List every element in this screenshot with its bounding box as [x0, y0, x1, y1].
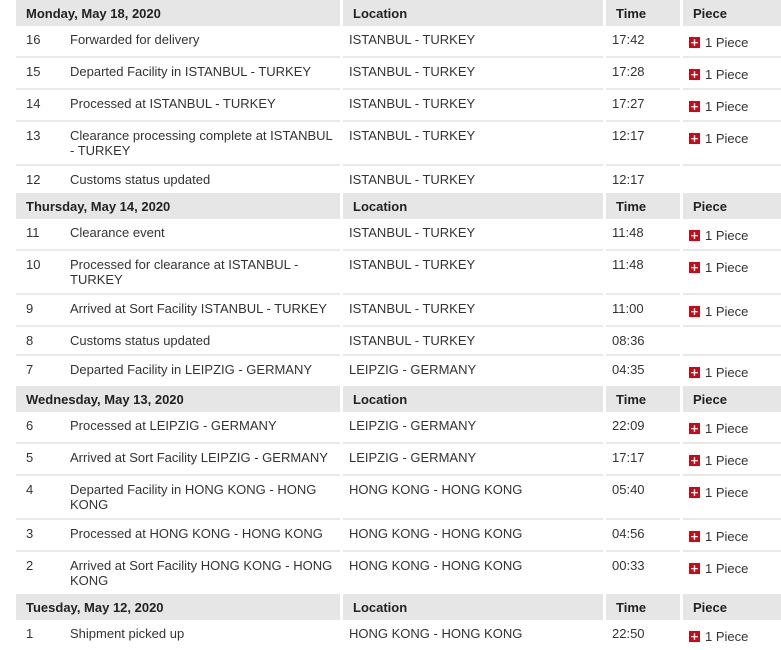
expand-plus-icon[interactable]: +: [689, 562, 700, 575]
event-location: HONG KONG - HONG KONG: [343, 520, 603, 552]
table-row: [16, 476, 781, 520]
event-description: Shipment picked up: [70, 626, 185, 641]
time-header: Time: [606, 0, 680, 26]
event-location: ISTANBUL - TURKEY: [343, 26, 603, 58]
day-date: Monday, May 18, 2020: [16, 0, 340, 26]
table-row: [16, 620, 781, 650]
event-time: 17:28: [606, 58, 680, 90]
event-number: 5: [16, 444, 62, 476]
event-number: 7: [26, 362, 34, 377]
day-header-row: [16, 386, 781, 412]
expand-plus-icon[interactable]: +: [689, 261, 700, 274]
piece-toggle[interactable]: [689, 421, 748, 436]
piece-toggle[interactable]: [689, 131, 748, 146]
event-description: Customs status updated: [70, 172, 211, 187]
day-date: Tuesday, May 12, 2020: [16, 594, 340, 620]
event-time: 12:17: [612, 172, 645, 187]
event-piece: [683, 552, 781, 594]
event-time: 11:00: [606, 295, 680, 327]
event-time: 04:56: [606, 520, 680, 552]
expand-plus-icon[interactable]: +: [689, 229, 700, 242]
piece-toggle[interactable]: [689, 99, 748, 114]
event-piece: [683, 90, 781, 122]
event-location: ISTANBUL - TURKEY: [343, 327, 603, 356]
event-time: 11:48: [606, 219, 680, 251]
event-piece: [683, 356, 781, 386]
time-header: Time: [606, 386, 680, 412]
tracking-history-body: [16, 0, 781, 650]
event-location: ISTANBUL - TURKEY: [343, 219, 603, 251]
table-row: [16, 552, 781, 594]
day-date: Thursday, May 14, 2020: [16, 193, 340, 219]
piece-count: 1 Piece: [705, 529, 749, 544]
event-location: ISTANBUL - TURKEY: [343, 295, 603, 327]
table-row: [16, 166, 781, 193]
event-description: Processed at LEIPZIG - GERMANY: [62, 412, 340, 444]
expand-plus-icon[interactable]: +: [689, 530, 700, 543]
piece-toggle[interactable]: [689, 561, 748, 576]
location-header: Location: [343, 594, 603, 620]
day-header-row: [16, 594, 781, 620]
event-piece: [683, 166, 781, 193]
event-time: 08:36: [606, 327, 680, 356]
event-time: 00:33: [612, 558, 645, 573]
event-time: 11:48: [606, 251, 680, 295]
event-description: Arrived at Sort Facility HONG KONG - HONG KONG: [70, 558, 333, 588]
event-number: 6: [16, 412, 62, 444]
table-row: [16, 444, 781, 476]
event-time: 17:27: [606, 90, 680, 122]
tracking-history-table: [16, 0, 781, 650]
piece-count: 1 Piece: [705, 561, 749, 576]
event-piece: [683, 295, 781, 327]
event-description: Clearance processing complete at ISTANBUL - TURKEY: [62, 122, 340, 166]
event-description: Clearance event: [62, 219, 340, 251]
piece-header: Piece: [683, 193, 781, 219]
event-number: 16: [16, 26, 62, 58]
piece-count: 1 Piece: [705, 35, 749, 50]
event-location: ISTANBUL - TURKEY: [343, 251, 603, 295]
event-description: Processed at HONG KONG - HONG KONG: [62, 520, 340, 552]
event-number: 10: [16, 251, 62, 295]
table-row: [16, 327, 781, 356]
piece-count: 1 Piece: [705, 67, 749, 82]
event-time: 17:42: [606, 26, 680, 58]
expand-plus-icon[interactable]: +: [689, 100, 700, 113]
event-description: Processed at ISTANBUL - TURKEY: [62, 90, 340, 122]
event-time: 05:40: [606, 476, 680, 520]
event-piece: [683, 444, 781, 476]
event-time: 04:35: [612, 362, 645, 377]
time-header: Time: [606, 193, 680, 219]
piece-count: 1 Piece: [705, 304, 749, 319]
piece-count: 1 Piece: [705, 453, 749, 468]
event-piece: [683, 520, 781, 552]
event-description: Departed Facility in ISTANBUL - TURKEY: [62, 58, 340, 90]
event-number: 11: [16, 219, 62, 251]
event-description: Arrived at Sort Facility LEIPZIG - GERMANY: [62, 444, 340, 476]
event-description: Customs status updated: [62, 327, 340, 356]
table-row: [16, 412, 781, 444]
piece-toggle[interactable]: [689, 304, 748, 319]
table-row: [16, 251, 781, 295]
piece-header: Piece: [683, 594, 781, 620]
event-piece: [683, 620, 781, 650]
piece-header: Piece: [683, 386, 781, 412]
piece-count: 1 Piece: [705, 629, 749, 644]
expand-plus-icon[interactable]: +: [689, 422, 700, 435]
event-number: 4: [16, 476, 62, 520]
event-location: HONG KONG - HONG KONG: [343, 476, 603, 520]
location-header: Location: [343, 193, 603, 219]
table-row: [16, 219, 781, 251]
table-row: [16, 26, 781, 58]
piece-header: Piece: [683, 0, 781, 26]
table-row: [16, 58, 781, 90]
event-location: LEIPZIG - GERMANY: [349, 362, 477, 377]
piece-toggle[interactable]: [689, 485, 748, 500]
event-number: 14: [16, 90, 62, 122]
day-header-row: [16, 0, 781, 26]
table-row: [16, 295, 781, 327]
event-location: ISTANBUL - TURKEY: [343, 58, 603, 90]
event-number: 2: [26, 558, 34, 573]
event-time: 12:17: [606, 122, 680, 166]
event-location: ISTANBUL - TURKEY: [349, 172, 476, 187]
expand-plus-icon[interactable]: +: [689, 132, 700, 145]
event-piece: [683, 219, 781, 251]
event-number: 1: [26, 626, 34, 641]
time-header: Time: [606, 594, 680, 620]
event-time: 22:50: [612, 626, 645, 641]
event-description: Departed Facility in HONG KONG - HONG KONG: [62, 476, 340, 520]
table-row: [16, 520, 781, 552]
table-row: [16, 356, 781, 386]
location-header: Location: [343, 386, 603, 412]
piece-toggle[interactable]: [689, 365, 748, 380]
event-time: 22:09: [606, 412, 680, 444]
expand-plus-icon[interactable]: +: [689, 454, 700, 467]
piece-count: 1 Piece: [705, 99, 749, 114]
expand-plus-icon[interactable]: +: [689, 366, 700, 379]
event-time: 17:17: [606, 444, 680, 476]
piece-toggle[interactable]: [689, 67, 748, 82]
day-date: Wednesday, May 13, 2020: [16, 386, 340, 412]
event-location: LEIPZIG - GERMANY: [343, 444, 603, 476]
table-row: [16, 122, 781, 166]
event-location: HONG KONG - HONG KONG: [349, 558, 523, 573]
event-piece: [683, 327, 781, 356]
expand-plus-icon[interactable]: +: [689, 486, 700, 499]
piece-count: 1 Piece: [705, 228, 749, 243]
event-piece: [683, 58, 781, 90]
piece-toggle[interactable]: [689, 35, 748, 50]
event-description: Departed Facility in LEIPZIG - GERMANY: [70, 362, 313, 377]
event-number: 15: [16, 58, 62, 90]
event-location: ISTANBUL - TURKEY: [343, 90, 603, 122]
piece-count: 1 Piece: [705, 421, 749, 436]
piece-toggle[interactable]: [689, 529, 748, 544]
event-number: 8: [16, 327, 62, 356]
event-number: 13: [16, 122, 62, 166]
piece-toggle[interactable]: [689, 453, 748, 468]
event-piece: [683, 26, 781, 58]
piece-count: 1 Piece: [705, 260, 749, 275]
event-description: Processed for clearance at ISTANBUL - TURKEY: [62, 251, 340, 295]
event-piece: [683, 412, 781, 444]
event-description: Arrived at Sort Facility ISTANBUL - TURKEY: [62, 295, 340, 327]
event-location: HONG KONG - HONG KONG: [349, 626, 523, 641]
event-number: 3: [16, 520, 62, 552]
event-piece: [683, 476, 781, 520]
event-location: ISTANBUL - TURKEY: [343, 122, 603, 166]
expand-plus-icon[interactable]: +: [689, 305, 700, 318]
piece-toggle[interactable]: [689, 228, 748, 243]
expand-plus-icon[interactable]: +: [689, 630, 700, 643]
piece-toggle[interactable]: [689, 629, 748, 644]
location-header: Location: [343, 0, 603, 26]
event-number: 12: [26, 172, 41, 187]
piece-count: 1 Piece: [705, 131, 749, 146]
event-location: LEIPZIG - GERMANY: [343, 412, 603, 444]
day-header-row: [16, 193, 781, 219]
piece-count: 1 Piece: [705, 365, 749, 380]
expand-plus-icon[interactable]: +: [689, 36, 700, 49]
event-piece: [683, 251, 781, 295]
piece-toggle[interactable]: [689, 260, 748, 275]
event-number: 9: [16, 295, 62, 327]
expand-plus-icon[interactable]: +: [689, 68, 700, 81]
event-description: Forwarded for delivery: [62, 26, 340, 58]
event-piece: [683, 122, 781, 166]
table-row: [16, 90, 781, 122]
piece-count: 1 Piece: [705, 485, 749, 500]
